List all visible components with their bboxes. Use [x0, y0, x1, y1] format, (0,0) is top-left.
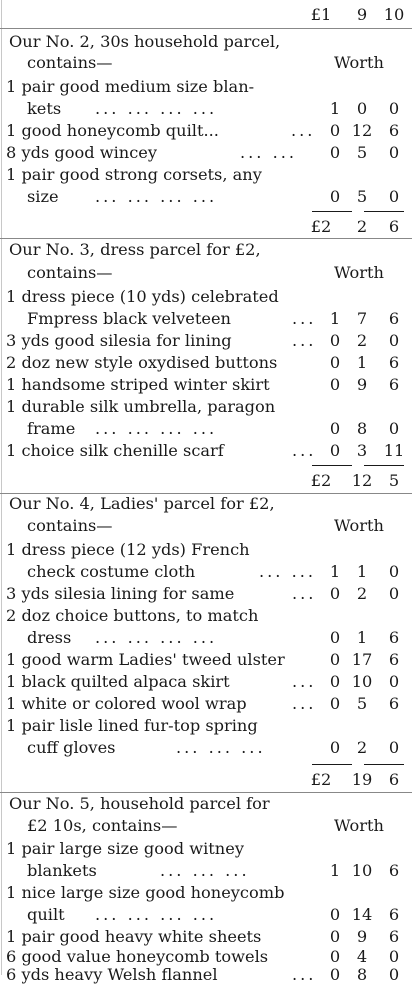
total-pounds: £1 [310, 5, 332, 24]
sum-rule [312, 465, 352, 466]
worth-label: Worth [334, 263, 384, 282]
sum-rule [312, 211, 352, 212]
section-total-row: £2 12 5 [310, 471, 400, 490]
sum-rule [364, 465, 404, 466]
section-total-row: £2 2 6 [310, 217, 400, 236]
worth-label: Worth [334, 816, 384, 835]
section-total-row: £2 19 6 [310, 770, 400, 789]
worth-label: Worth [334, 53, 384, 72]
sum-rule [364, 211, 404, 212]
price-list-page: £1 9 10 Our No. 2, 30s household parcel, contains— Worth 1 pair good medium size blan- kets ... ... ... ... 1 0 0 1 good honeycomb quilt... ... 0 12 6 8 yds good wincey ... ... 0 5 0 1 pair good strong corsets, any size ... ... ... ... 0 5 0 £2 2 6 Our No. 3, dress parcel for £2, contains— Worth 1 dress piece (10 yds) celebrated Fmpress black velveteen ... 1 7 6 3 yds good silesia for lining ... 0 2 0 2 doz new style oxydised buttons 0 1 6 1 handsome striped winter skirt 0 9 6 1 durable silk umbrella, paragon frame ... ... ... ... 0 8 0 1 choice silk chenille scarf ... 0 3 11 £2 12 5 Our No. 4, Ladies' parcel for £2, contains— Worth 1 dress piece (12 yds) French check costume cloth ... ... 1 1 0 3 yds silesia lining for same ... 0 2 0 2 doz choice buttons, to match dress ... ... ... ... 0 1 6 1 good warm Ladies' tweed ulster 0 17 6 1 black quilted alpaca skirt ... 0 10 0 1 white or colored wool wrap ... 0 5 6 1 pair lisle lined fur-top spring cuff gloves ... ... ... 0 2 0 £2 19 6 Our No. 5, household parcel for £2 10s, contains— Worth 1 pair large size good witney blankets ... ... ... 1 10 6 1 nice large size good honeycomb quilt ... ... ... ... 0 14 6 1 pair good heavy white sheets 0 9 6 6 good value honeycomb towels 0 4 0 6 yds heavy Welsh flannel ... 0 8 0 [0, 0, 412, 975]
worth-label: Worth [334, 516, 384, 535]
total-pence: 10 [383, 5, 405, 24]
previous-total-row [0, 3, 412, 27]
total-shillings: 9 [356, 5, 368, 24]
section-divider [0, 28, 412, 29]
sum-rule [364, 764, 404, 765]
sum-rule [312, 764, 352, 765]
